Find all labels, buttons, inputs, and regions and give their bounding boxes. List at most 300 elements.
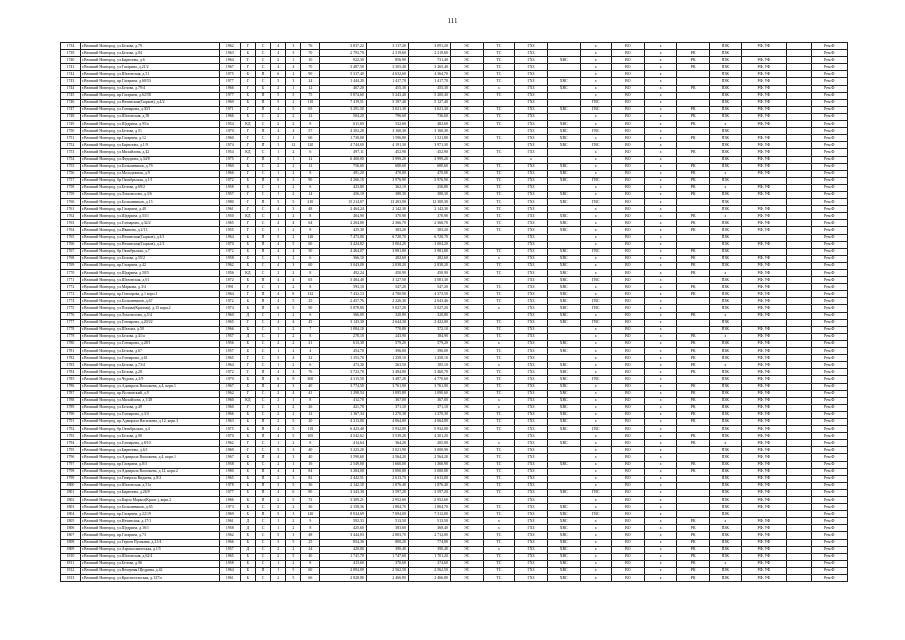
cell-fire-alarm: ПЗК	[710, 248, 742, 255]
cell-floors: 2	[271, 461, 286, 468]
cell-hot-water: х	[580, 348, 612, 355]
cell-cold-water	[547, 50, 580, 57]
table-row	[61, 418, 848, 425]
cell-repair-fund: Рем.Ф	[811, 504, 847, 511]
cell-repair-fund: Рем.Ф	[811, 433, 847, 440]
cell-foundation-facade: РФ, УФ	[741, 497, 787, 504]
cell-cold-water: ХВС	[547, 298, 580, 305]
cell-sewerage: ВО	[612, 454, 645, 461]
cell-garbage-chute: х	[644, 440, 677, 447]
cell-garbage-chute: х	[644, 170, 677, 177]
cell-wall-material: Б	[240, 326, 255, 333]
cell-private-area: 1 090,60	[408, 390, 450, 397]
cell-floors: 2	[271, 418, 286, 425]
cell-foundation-facade: РФ, УФ	[741, 475, 787, 482]
cell-row-number: 1807	[61, 532, 81, 539]
table-row	[61, 447, 848, 454]
cell-garbage-chute: х	[644, 390, 677, 397]
cell-roof-type: С	[255, 312, 270, 319]
cell-sewerage: ВО	[612, 418, 645, 425]
cell-floors: 4	[271, 383, 286, 390]
cell-address: г.Великий Новгород, пр.Гагарина, д.40	[80, 206, 219, 213]
cell-extra	[787, 92, 812, 99]
cell-electricity: ЭС	[450, 426, 483, 433]
cell-wall-material: Г	[240, 362, 255, 369]
cell-repair-fund: Рем.Ф	[811, 518, 847, 525]
cell-entrances: 3	[286, 454, 301, 461]
cell-foundation-facade: РФ, УФ	[741, 184, 787, 191]
cell-roof-type: П	[255, 369, 270, 376]
cell-electricity: ЭС	[450, 298, 483, 305]
cell-overhaul-roof	[677, 447, 710, 454]
cell-heating: ТС	[483, 71, 515, 78]
cell-wall-material: Б	[240, 177, 255, 184]
cell-total-area: 3 309,21	[320, 497, 367, 504]
cell-residential-area: 243,90	[366, 333, 408, 340]
cell-cold-water: ХВС	[547, 418, 580, 425]
cell-electricity: ЭС	[450, 284, 483, 291]
cell-build-year: 1965	[219, 319, 240, 326]
cell-address: г.Великий Новгород, ул.Щедрина, д.16/1	[80, 525, 219, 532]
cell-build-year: 1957	[219, 191, 240, 198]
cell-overhaul-roof	[677, 128, 710, 135]
cell-private-area: 256,80	[408, 184, 450, 191]
cell-garbage-chute: х	[644, 482, 677, 489]
cell-address: г.Великий Новгород, ул.Михайлова, д.42	[80, 149, 219, 156]
cell-electricity: ЭС	[450, 575, 483, 582]
cell-foundation-facade: РФ, УФ	[741, 262, 787, 269]
table-row	[61, 177, 848, 184]
cell-floors: 5	[271, 92, 286, 99]
cell-overhaul-roof	[677, 475, 710, 482]
cell-floors: 6	[271, 71, 286, 78]
cell-roof-type: С	[255, 525, 270, 532]
cell-overhaul-roof: РК	[677, 355, 710, 362]
cell-entrances: 2	[286, 560, 301, 567]
table-row	[61, 234, 848, 241]
cell-gas: ГХЗ	[515, 206, 548, 213]
cell-row-number: 1797	[61, 461, 81, 468]
cell-overhaul-roof: РК	[677, 50, 710, 57]
cell-gas: ГХЗ	[515, 128, 548, 135]
cell-address: г.Великий Новгород, пр.Гончарова, д.1 корп.1	[80, 291, 219, 298]
cell-entrances: 2	[286, 411, 301, 418]
cell-entrances: 4	[286, 355, 301, 362]
cell-extra	[787, 234, 812, 241]
cell-electricity: ЭС	[450, 319, 483, 326]
cell-fire-alarm: ПЗК	[710, 497, 742, 504]
cell-garbage-chute: х	[644, 426, 677, 433]
cell-row-number: 1752	[61, 142, 81, 149]
cell-repair-fund: Рем.Ф	[811, 248, 847, 255]
cell-heating: ТС	[483, 206, 515, 213]
cell-hot-water: х	[580, 397, 612, 404]
cell-garbage-chute: х	[644, 106, 677, 113]
cell-sewerage: ВО	[612, 489, 645, 496]
cell-sewerage: ВО	[612, 404, 645, 411]
cell-private-area: 3 597,20	[408, 489, 450, 496]
cell-cold-water: ХВС	[547, 518, 580, 525]
cell-sewerage: ВО	[612, 156, 645, 163]
cell-garbage-chute: х	[644, 163, 677, 170]
cell-overhaul-roof: РК	[677, 291, 710, 298]
cell-row-number: 1778	[61, 326, 81, 333]
cell-build-year: 1965	[219, 553, 240, 560]
cell-roof-type: Б	[255, 85, 270, 92]
cell-gas: ГХЗ	[515, 177, 548, 184]
cell-overhaul-roof	[677, 319, 710, 326]
cell-extra	[787, 468, 812, 475]
cell-hot-water: х	[580, 191, 612, 198]
table-row	[61, 489, 848, 496]
cell-private-area: 3 004,20	[408, 241, 450, 248]
cell-garbage-chute: х	[644, 475, 677, 482]
cell-repair-fund: Рем.Ф	[811, 277, 847, 284]
cell-electricity: ЭС	[450, 312, 483, 319]
cell-foundation-facade: РФ, УФ	[741, 291, 787, 298]
cell-gas: ГХЗ	[515, 191, 548, 198]
cell-apartments: 45	[301, 319, 320, 326]
cell-foundation-facade: РФ, УФ	[741, 468, 787, 475]
cell-gas: ГХЗ	[515, 575, 548, 582]
cell-overhaul-roof: РК	[677, 418, 710, 425]
cell-extra	[787, 43, 812, 50]
cell-total-area: 3 774,50	[320, 383, 367, 390]
cell-sewerage: ВО	[612, 241, 645, 248]
cell-wall-material: Б	[240, 575, 255, 582]
cell-cold-water: ХВС	[547, 177, 580, 184]
cell-cold-water: ХВС	[547, 170, 580, 177]
cell-row-number: 1798	[61, 468, 81, 475]
cell-entrances: 5	[286, 567, 301, 574]
cell-wall-material: Г	[240, 135, 255, 142]
cell-foundation-facade: РФ, УФ	[741, 383, 787, 390]
cell-private-area: 383,20	[408, 227, 450, 234]
cell-gas: ГХЗ	[515, 220, 548, 227]
cell-row-number: 1760	[61, 199, 81, 206]
cell-row-number: 1756	[61, 170, 81, 177]
cell-extra	[787, 511, 812, 518]
cell-hot-water: ГВС	[580, 376, 612, 383]
cell-cold-water: ХВС	[547, 57, 580, 64]
cell-row-number: 1753	[61, 149, 81, 156]
cell-gas: ГХЗ	[515, 50, 548, 57]
table-row	[61, 376, 848, 383]
cell-address: г.Великий Новгород, ул.Адмирала Васильева, д.4, корп.1	[80, 454, 219, 461]
cell-repair-fund: Рем.Ф	[811, 397, 847, 404]
cell-private-area: 4 364,70	[408, 71, 450, 78]
cell-fire-alarm: ПЗК	[710, 376, 742, 383]
cell-roof-type: С	[255, 270, 270, 277]
cell-fire-alarm: ПЗК	[710, 348, 742, 355]
cell-wall-material: Б	[240, 277, 255, 284]
cell-electricity: ЭС	[450, 220, 483, 227]
cell-overhaul-roof: РК	[677, 411, 710, 418]
cell-row-number: 1800	[61, 482, 81, 489]
cell-sewerage: ВО	[612, 85, 645, 92]
cell-repair-fund: Рем.Ф	[811, 575, 847, 582]
cell-apartments: 7	[301, 326, 320, 333]
cell-entrances: 5	[286, 199, 301, 206]
cell-private-area: 579,20	[408, 340, 450, 347]
cell-cold-water: ХВС	[547, 248, 580, 255]
cell-repair-fund: Рем.Ф	[811, 142, 847, 149]
cell-residential-area: 2 562,50	[366, 567, 408, 574]
cell-overhaul-roof: РК	[677, 262, 710, 269]
cell-wall-material: Г	[240, 85, 255, 92]
cell-apartments: 8	[301, 284, 320, 291]
cell-total-area: 366,10	[320, 255, 367, 262]
cell-apartments: 8	[301, 270, 320, 277]
cell-garbage-chute: х	[644, 199, 677, 206]
cell-wall-material: Б	[240, 418, 255, 425]
cell-row-number: 1751	[61, 135, 81, 142]
cell-cold-water: ХВС	[547, 305, 580, 312]
cell-overhaul-roof: РК	[677, 333, 710, 340]
cell-gas: ГХЗ	[515, 284, 548, 291]
cell-hot-water: х	[580, 71, 612, 78]
cell-apartments: 6	[301, 149, 320, 156]
cell-electricity: ЭС	[450, 433, 483, 440]
cell-residential-area: 455,30	[366, 85, 408, 92]
cell-foundation-facade: РФ, УФ	[741, 411, 787, 418]
cell-private-area: 4 064,80	[408, 418, 450, 425]
cell-wall-material: Г	[240, 78, 255, 85]
cell-roof-type: С	[255, 191, 270, 198]
cell-entrances: 5	[286, 539, 301, 546]
table-row	[61, 99, 848, 106]
cell-hot-water: ГВС	[580, 142, 612, 149]
cell-wall-material: Б	[240, 348, 255, 355]
cell-build-year: 1975	[219, 71, 240, 78]
cell-apartments: 50	[301, 248, 320, 255]
cell-garbage-chute: х	[644, 284, 677, 291]
cell-fire-alarm: ПЗК	[710, 64, 742, 71]
cell-wall-material: Г	[240, 404, 255, 411]
cell-repair-fund: Рем.Ф	[811, 319, 847, 326]
cell-sewerage: ВО	[612, 482, 645, 489]
cell-cold-water: ХВС	[547, 199, 580, 206]
cell-total-area: 613,30	[320, 340, 367, 347]
cell-foundation-facade: РФ, УФ	[741, 227, 787, 234]
cell-heating: ТС	[483, 284, 515, 291]
cell-row-number: 1771	[61, 277, 81, 284]
cell-extra	[787, 454, 812, 461]
cell-electricity: ЭС	[450, 411, 483, 418]
cell-hot-water: х	[580, 362, 612, 369]
cell-entrances: 4	[286, 277, 301, 284]
cell-fire-alarm: ПЗК	[710, 177, 742, 184]
cell-roof-type: П	[255, 497, 270, 504]
cell-apartments: 75	[301, 92, 320, 99]
cell-build-year: 1954	[219, 121, 240, 128]
cell-address: г.Великий Новгород, ул.Бирюзова, д.26/9	[80, 489, 219, 496]
cell-roof-type: С	[255, 546, 270, 553]
cell-row-number: 1761	[61, 206, 81, 213]
cell-overhaul-roof: РК	[677, 57, 710, 64]
cell-repair-fund: Рем.Ф	[811, 376, 847, 383]
cell-sewerage: ВО	[612, 411, 645, 418]
cell-foundation-facade: РФ, УФ	[741, 135, 787, 142]
cell-roof-type: С	[255, 340, 270, 347]
cell-roof-type: С	[255, 113, 270, 120]
cell-build-year: 1991	[219, 284, 240, 291]
cell-roof-type: С	[255, 284, 270, 291]
cell-build-year: 1962	[219, 262, 240, 269]
cell-extra	[787, 170, 812, 177]
cell-hot-water: х	[580, 369, 612, 376]
cell-floors: 4	[271, 291, 286, 298]
cell-build-year: 1967	[219, 64, 240, 71]
cell-sewerage: ВО	[612, 135, 645, 142]
cell-residential-area: 1 095,80	[366, 390, 408, 397]
cell-entrances: 3	[286, 206, 301, 213]
cell-private-area: 184,90	[408, 333, 450, 340]
cell-overhaul-roof: РК	[677, 468, 710, 475]
cell-heating: ТС	[483, 149, 515, 156]
cell-floors: 5	[271, 78, 286, 85]
cell-residential-area: 282,60	[366, 255, 408, 262]
cell-floors: 4	[271, 241, 286, 248]
cell-fire-alarm: х	[710, 170, 742, 177]
cell-wall-material: Б	[240, 262, 255, 269]
cell-garbage-chute: х	[644, 348, 677, 355]
cell-floors: 1	[271, 170, 286, 177]
cell-extra	[787, 206, 812, 213]
cell-overhaul-roof: РК	[677, 270, 710, 277]
cell-heating: ТС	[483, 418, 515, 425]
table-row	[61, 64, 848, 71]
cell-hot-water: х	[580, 213, 612, 220]
cell-entrances: 5	[286, 553, 301, 560]
cell-cold-water: ХВС	[547, 106, 580, 113]
cell-repair-fund: Рем.Ф	[811, 333, 847, 340]
cell-build-year: 1966	[219, 411, 240, 418]
cell-electricity: ЭС	[450, 135, 483, 142]
cell-overhaul-roof: РК	[677, 404, 710, 411]
cell-repair-fund: Рем.Ф	[811, 135, 847, 142]
cell-garbage-chute: х	[644, 113, 677, 120]
cell-extra	[787, 305, 812, 312]
cell-cold-water: ХВС	[547, 376, 580, 383]
cell-sewerage: ВО	[612, 227, 645, 234]
cell-private-area: 482,60	[408, 121, 450, 128]
cell-foundation-facade: РФ, УФ	[741, 113, 787, 120]
cell-total-area: 4 744,00	[320, 142, 367, 149]
cell-row-number: 1769	[61, 262, 81, 269]
cell-repair-fund: Рем.Ф	[811, 426, 847, 433]
cell-gas: ГХЗ	[515, 532, 548, 539]
cell-sewerage: ВО	[612, 497, 645, 504]
cell-heating: ТС	[483, 383, 515, 390]
cell-hot-water: х	[580, 255, 612, 262]
cell-fire-alarm: ПЗК	[710, 85, 742, 92]
cell-cold-water	[547, 433, 580, 440]
cell-build-year: 1962	[219, 532, 240, 539]
cell-repair-fund: Рем.Ф	[811, 57, 847, 64]
cell-heating: ТС	[483, 262, 515, 269]
cell-residential-area: 4 191,30	[366, 142, 408, 149]
cell-build-year: 1970	[219, 128, 240, 135]
cell-wall-material: Б	[240, 298, 255, 305]
cell-electricity: ЭС	[450, 348, 483, 355]
cell-residential-area: 3 127,50	[366, 277, 408, 284]
cell-hot-water: х	[580, 504, 612, 511]
cell-foundation-facade: РФ, УФ	[741, 57, 787, 64]
cell-wall-material: Г	[240, 43, 255, 50]
cell-address: г.Великий Новгород, ул.Гончарова, д.3/4	[80, 411, 219, 418]
cell-private-area: 2 142,30	[408, 206, 450, 213]
cell-apartments: 70	[301, 50, 320, 57]
cell-sewerage: ВО	[612, 191, 645, 198]
cell-floors: 5	[271, 532, 286, 539]
cell-cold-water	[547, 454, 580, 461]
cell-address: г.Великий Новгород, пр.Гагарина, д.62/58	[80, 92, 219, 99]
cell-extra	[787, 369, 812, 376]
cell-floors: 4	[271, 433, 286, 440]
cell-private-area: 3 999,20	[408, 156, 450, 163]
cell-address: г.Великий Новгород, ул.Белова, д.55/2	[80, 255, 219, 262]
cell-cold-water: ХВС	[547, 411, 580, 418]
table-row	[61, 404, 848, 411]
cell-heating: ТС	[483, 454, 515, 461]
cell-fire-alarm: ПЗК	[710, 50, 742, 57]
cell-residential-area: 7 094,00	[366, 511, 408, 518]
cell-row-number: 1773	[61, 291, 81, 298]
cell-row-number: 1808	[61, 539, 81, 546]
cell-overhaul-roof	[677, 92, 710, 99]
cell-total-area: 2 142,10	[320, 482, 367, 489]
cell-electricity: ЭС	[450, 567, 483, 574]
cell-row-number: 1786	[61, 383, 81, 390]
cell-electricity: ЭС	[450, 340, 483, 347]
cell-private-area: 7 312,00	[408, 511, 450, 518]
table-row	[61, 362, 848, 369]
cell-build-year: 1966	[219, 170, 240, 177]
cell-foundation-facade: РФ, УФ	[741, 64, 787, 71]
cell-row-number: 1796	[61, 454, 81, 461]
cell-floors: 2	[271, 163, 286, 170]
cell-address: г.Великий Новгород, ул.Генерала Видяева, д.8/2	[80, 475, 219, 482]
cell-build-year: 1960	[219, 397, 240, 404]
cell-fire-alarm: ПЗК	[710, 206, 742, 213]
cell-row-number: 1809	[61, 546, 81, 553]
cell-build-year: 1956	[219, 340, 240, 347]
cell-residential-area: 371,10	[366, 404, 408, 411]
cell-cold-water	[547, 333, 580, 340]
cell-heating: ТС	[483, 191, 515, 198]
cell-cold-water	[547, 447, 580, 454]
cell-address: г.Великий Новгород, ул.Маркова, д.3/4	[80, 284, 219, 291]
cell-garbage-chute: х	[644, 546, 677, 553]
cell-heating: ТС	[483, 163, 515, 170]
cell-apartments: 40	[301, 383, 320, 390]
cell-fire-alarm: ПЗК	[710, 553, 742, 560]
registry-table-body	[61, 43, 848, 582]
cell-address: г.Великий Новгород, ул.Белова, д.49	[80, 404, 219, 411]
cell-build-year: 1970	[219, 433, 240, 440]
cell-fire-alarm: ПЗК	[710, 241, 742, 248]
cell-sewerage: ВО	[612, 163, 645, 170]
cell-floors: 2	[271, 497, 286, 504]
cell-extra	[787, 298, 812, 305]
cell-private-area: 2 366,70	[408, 220, 450, 227]
cell-wall-material: Б	[240, 454, 255, 461]
cell-private-area: 205,00	[408, 440, 450, 447]
cell-row-number: 1772	[61, 284, 81, 291]
cell-address: г.Великий Новгород, ул.Вечерняя Щедрина, д.42	[80, 567, 219, 574]
cell-entrances: 3	[286, 78, 301, 85]
